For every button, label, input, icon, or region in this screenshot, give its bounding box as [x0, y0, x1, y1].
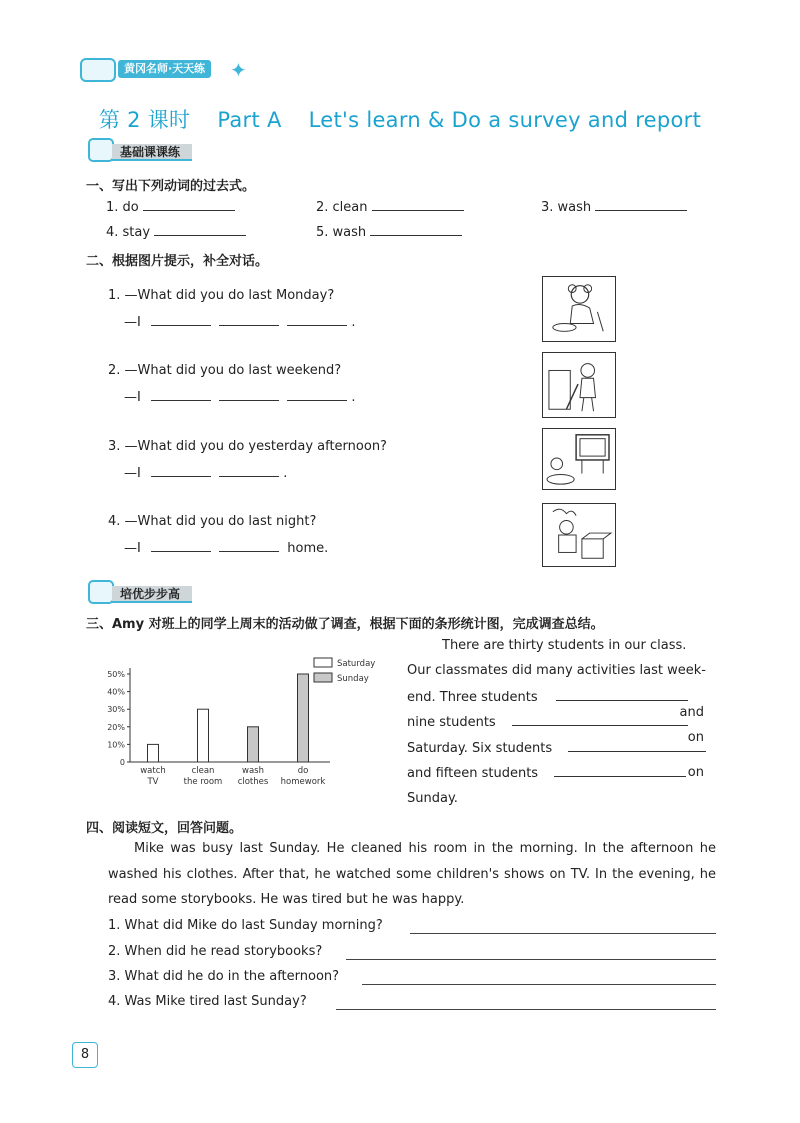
page-number: 8 [72, 1042, 98, 1068]
y-tick-label: 10% [107, 740, 125, 750]
exercise-item: 5. wash [316, 224, 462, 240]
bar-sunday [298, 674, 309, 762]
dialogue-answer: —I home. [124, 541, 329, 556]
x-tick-label: watch [140, 766, 166, 776]
page-title [0, 104, 800, 134]
chart-bars [148, 674, 309, 762]
answer-blank[interactable] [554, 765, 686, 777]
x-tick-label: wash [242, 766, 264, 776]
answer-blank[interactable] [151, 465, 211, 477]
dialogue-answer: —I . [124, 390, 356, 405]
answer-line[interactable] [346, 959, 716, 960]
legend-swatch [314, 673, 332, 682]
survey-bar-chart [100, 655, 400, 795]
bar-sunday [248, 727, 259, 762]
section-badge-basic [88, 138, 228, 164]
answer-blank[interactable] [154, 224, 246, 236]
lesson-part: Part A [217, 108, 282, 132]
answer-blank[interactable] [219, 314, 279, 326]
watching-tv-illustration [543, 429, 615, 489]
x-tick-label: homework [280, 777, 326, 787]
picture-staying-home [542, 503, 616, 567]
reading-question: 3. What did he do in the afternoon? [108, 969, 340, 984]
answer-line[interactable] [362, 984, 716, 985]
answer-blank[interactable] [219, 540, 279, 552]
bear-icon [88, 138, 114, 162]
y-tick-label: 20% [107, 722, 125, 732]
brand-text: 黄冈名师·天天练 [118, 60, 211, 78]
sparkle-icon: ✦ [230, 58, 247, 82]
reading-question: 4. Was Mike tired last Sunday? [108, 994, 307, 1009]
dialogue-answer: —I . [124, 466, 288, 481]
summary-line: Sunday. [407, 791, 458, 806]
lesson-topic: Let's learn & Do a survey and report [308, 108, 702, 132]
reading-question: 2. When did he read storybooks? [108, 944, 323, 959]
answer-blank[interactable] [370, 224, 462, 236]
bear-icon [80, 58, 116, 82]
answer-blank[interactable] [287, 314, 347, 326]
question-heading: 三、Amy 对班上的同学上周末的活动做了调查，根据下面的条形统计图，完成调查总结。 [86, 617, 604, 632]
bear-icon [88, 580, 114, 604]
answer-line[interactable] [410, 933, 716, 934]
y-tick-label: 0 [119, 758, 125, 767]
y-tick-label: 30% [107, 705, 125, 715]
y-tick-label: 50% [107, 670, 125, 679]
dialogue-question: 4. —What did you do last night? [108, 514, 317, 529]
answer-blank[interactable] [151, 540, 211, 552]
chart-legend [314, 658, 375, 684]
answer-blank[interactable] [556, 689, 688, 701]
exercise-item: 1. do [106, 199, 235, 215]
lesson-number: 第 2 课时 [98, 108, 191, 132]
exercise-item: 4. stay [106, 224, 246, 240]
dialogue-question: 2. —What did you do last weekend? [108, 363, 342, 378]
exercise-item: 3. wash [541, 199, 687, 215]
dialogue-question: 3. —What did you do yesterday afternoon? [108, 439, 387, 454]
answer-blank[interactable] [143, 199, 235, 211]
legend-label: Saturday [337, 659, 376, 669]
summary-line: end. Three students and [407, 690, 704, 720]
x-tick-label: the room [183, 777, 223, 787]
question-heading: 四、阅读短文，回答问题。 [86, 821, 243, 836]
answer-blank[interactable] [595, 199, 687, 211]
section-title: 基础课课练 [112, 144, 192, 161]
picture-boy-cleaning [542, 352, 616, 418]
legend-label: Sunday [337, 674, 369, 684]
section-badge-advanced [88, 580, 228, 606]
reading-question: 1. What did Mike do last Sunday morning? [108, 918, 383, 933]
chart-x-labels [140, 766, 325, 787]
question-heading: 二、根据图片提示，补全对话。 [86, 254, 269, 269]
answer-blank[interactable] [151, 389, 211, 401]
bar-saturday [198, 709, 209, 762]
legend-swatch [314, 658, 332, 667]
reading-passage: Mike was busy last Sunday. He cleaned his room in the morning. In the afternoon he washed his clothes. After that, he watched some children's shows on TV. In the evening, he read some storybooks. He was tired but he was happy. [108, 841, 716, 907]
answer-blank[interactable] [568, 740, 706, 752]
answer-blank[interactable] [219, 389, 279, 401]
summary-line: and fifteen students on [407, 765, 704, 781]
y-tick-label: 40% [107, 687, 125, 697]
answer-blank[interactable] [151, 314, 211, 326]
boy-cleaning-illustration [543, 353, 615, 417]
answer-line[interactable] [336, 1009, 716, 1010]
answer-blank[interactable] [372, 199, 464, 211]
question-heading: 一、写出下列动词的过去式。 [86, 179, 256, 194]
chart-y-ticks [107, 670, 130, 767]
answer-blank[interactable] [512, 714, 688, 726]
answer-blank[interactable] [219, 465, 279, 477]
x-tick-label: do [297, 766, 309, 776]
x-tick-label: TV [147, 777, 159, 787]
x-tick-label: clothes [237, 777, 269, 787]
picture-girl-cooking [542, 276, 616, 342]
exercise-item: 2. clean [316, 199, 464, 215]
x-tick-label: clean [191, 766, 215, 776]
picture-watching-tv [542, 428, 616, 490]
brand-logo [80, 56, 250, 86]
answer-blank[interactable] [287, 389, 347, 401]
bar-saturday [148, 744, 159, 762]
summary-line: There are thirty students in our class. [442, 638, 687, 653]
dialogue-question: 1. —What did you do last Monday? [108, 288, 335, 303]
summary-line: Saturday. Six students [407, 740, 706, 756]
summary-line: Our classmates did many activities last week- [407, 663, 706, 678]
summary-line: nine students on [407, 715, 704, 745]
dialogue-answer: —I . [124, 315, 356, 330]
girl-cooking-illustration [543, 277, 615, 341]
section-title: 培优步步高 [112, 586, 192, 603]
staying-home-illustration [543, 504, 615, 566]
